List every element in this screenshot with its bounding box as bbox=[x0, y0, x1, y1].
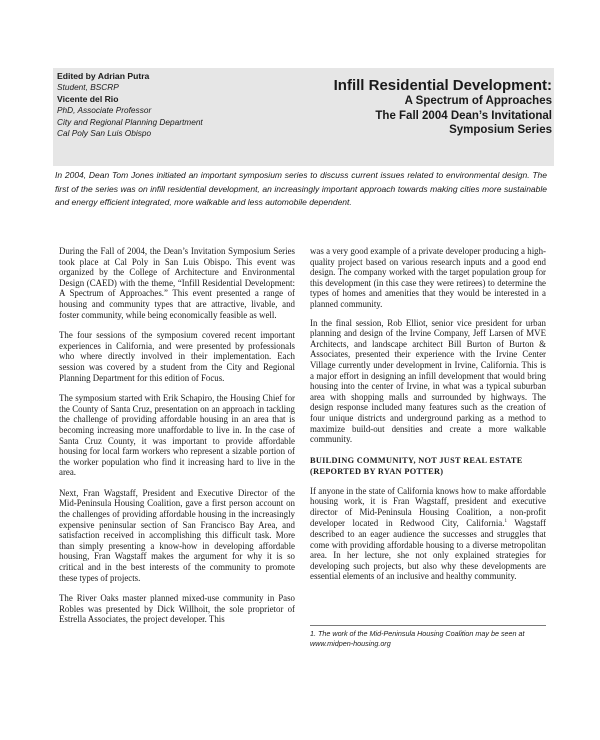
article-subtitle-2: The Fall 2004 Dean’s Invitational bbox=[375, 109, 552, 122]
right-column bbox=[310, 246, 546, 592]
section-heading: BUILDING COMMUNITY, NOT JUST REAL ESTATE (REPORTED BY RYAN POTTER) bbox=[310, 455, 523, 477]
footnote-marker: 1 bbox=[504, 519, 507, 525]
paragraph: In the final session, Rob Elliot, senior vice president for urban planning and design of the Irvine Company, Jeff Larsen of MVE Architects, and landscape architect Bill Burton of Burton & Associates, presented their experience with the Irvine Center Village currently under development in Irvine, California. This is a major effort in designing an infill development that would bring housing into the center of Irvine, in what was a typical suburban area with shopping malls and surrounded by highways. The design response included many features such as the creation of four unique districts and underground parking as a method to maximize build-out densities and create a more walkable community. bbox=[310, 317, 546, 445]
footnote bbox=[310, 629, 548, 649]
paragraph-text-start: If anyone in the state of California knows how to make affordable housing work, it is Fran Wagstaff, president and executive director of Mid-Peninsula Housing Coalition, a non-profit developer located in Redwood City, California. bbox=[310, 485, 546, 529]
paragraph: The River Oaks master planned mixed-use community in Paso Robles was presented by Dick Willhoit, the sole proprietor of Estrella Associates, the project developer. This bbox=[59, 593, 295, 625]
paragraph: Next, Fran Wagstaff, President and Executive Director of the Mid-Peninsula Housing Coalition, gave a first person account on the challenges of providing affordable housing in the increasingly expensive peninsular section of San Francisco Bay Area, and satisfaction received in accomplishing this difficult task. More than simply presenting a know-how in developing affordable housing, Fran Wagstaff makes the argument for why it is so critical and in the best interests of the community to promote these types of projects. bbox=[59, 487, 295, 583]
paragraph bbox=[310, 486, 546, 582]
paragraph: During the Fall of 2004, the Dean’s Invitation Symposium Series took place at Cal Poly in San Luis Obispo. This event was organized by the College of Architecture and Environmental Design (CAED) with the theme, “Infill Residential Development: A Spectrum of Approaches.” This event presented a range of housing and community types that are attractive, livable, and foster community, while being economically feasible as well. bbox=[59, 246, 295, 320]
footnote-text: 1. The work of the Mid-Peninsula Housing Coalition may be seen at bbox=[310, 629, 525, 638]
title-block bbox=[292, 78, 552, 138]
editor-role: Student, BSCRP bbox=[57, 82, 119, 93]
author-name: Vicente del Rio bbox=[57, 93, 119, 104]
paragraph: was a very good example of a private developer producing a high-quality project based on various research inputs and a good end design. The company worked with the target population group for this development (in this case they were retirees) to determine the types of homes and amenities that they would be interested in a planned community. bbox=[310, 246, 546, 309]
article-subtitle-1: A Spectrum of Approaches bbox=[404, 95, 552, 107]
paragraph-text-end: Wagstaff described to an eager audience the successes and struggles that come with providing affordable housing to a diverse metropolitan area. In her lecture, she not only explained strategies for developing such projects, but also why these developments are essential elements of an inclusive and healthy community. bbox=[310, 518, 546, 582]
author-block bbox=[57, 71, 297, 139]
footnote-link[interactable]: www.midpen-housing.org bbox=[310, 639, 391, 648]
author-role-3: Cal Poly San Luis Obispo bbox=[57, 128, 152, 139]
author-role-1: PhD, Associate Professor bbox=[57, 105, 152, 116]
article-subtitle-3: Symposium Series bbox=[449, 124, 552, 136]
paragraph: The symposium started with Erik Schapiro, the Housing Chief for the County of Santa Cruz, presentation on an approach in tackling the challenge of providing affordable housing in an area that is becoming increasing more unaffordable to live in. In the case of Santa Cruz County, it was important to provide affordable housing for local farm workers who represent a sizable portion of the worker population who find it increasing hard to live in the area. bbox=[59, 393, 295, 478]
left-column bbox=[59, 246, 295, 635]
paragraph: The four sessions of the symposium covered recent important experiences in California, and were presented by professionals who where directly involved in their implementation. Each session was covered by a student from the City and Regional Planning Department for this edition of Focus. bbox=[59, 330, 295, 383]
abstract: In 2004, Dean Tom Jones initiated an important symposium series to discuss current issues related to environmental design. The first of the series was on infill residential development, an increasingly important approach towards making cities more sustainable and energy efficient integrated, more walkable and less automobile dependent. bbox=[55, 170, 547, 208]
edited-by: Edited by Adrian Putra bbox=[57, 71, 150, 81]
footnote-divider bbox=[310, 625, 546, 626]
author-role-2: City and Regional Planning Department bbox=[57, 116, 203, 127]
article-title: Infill Residential Development: bbox=[333, 77, 552, 94]
